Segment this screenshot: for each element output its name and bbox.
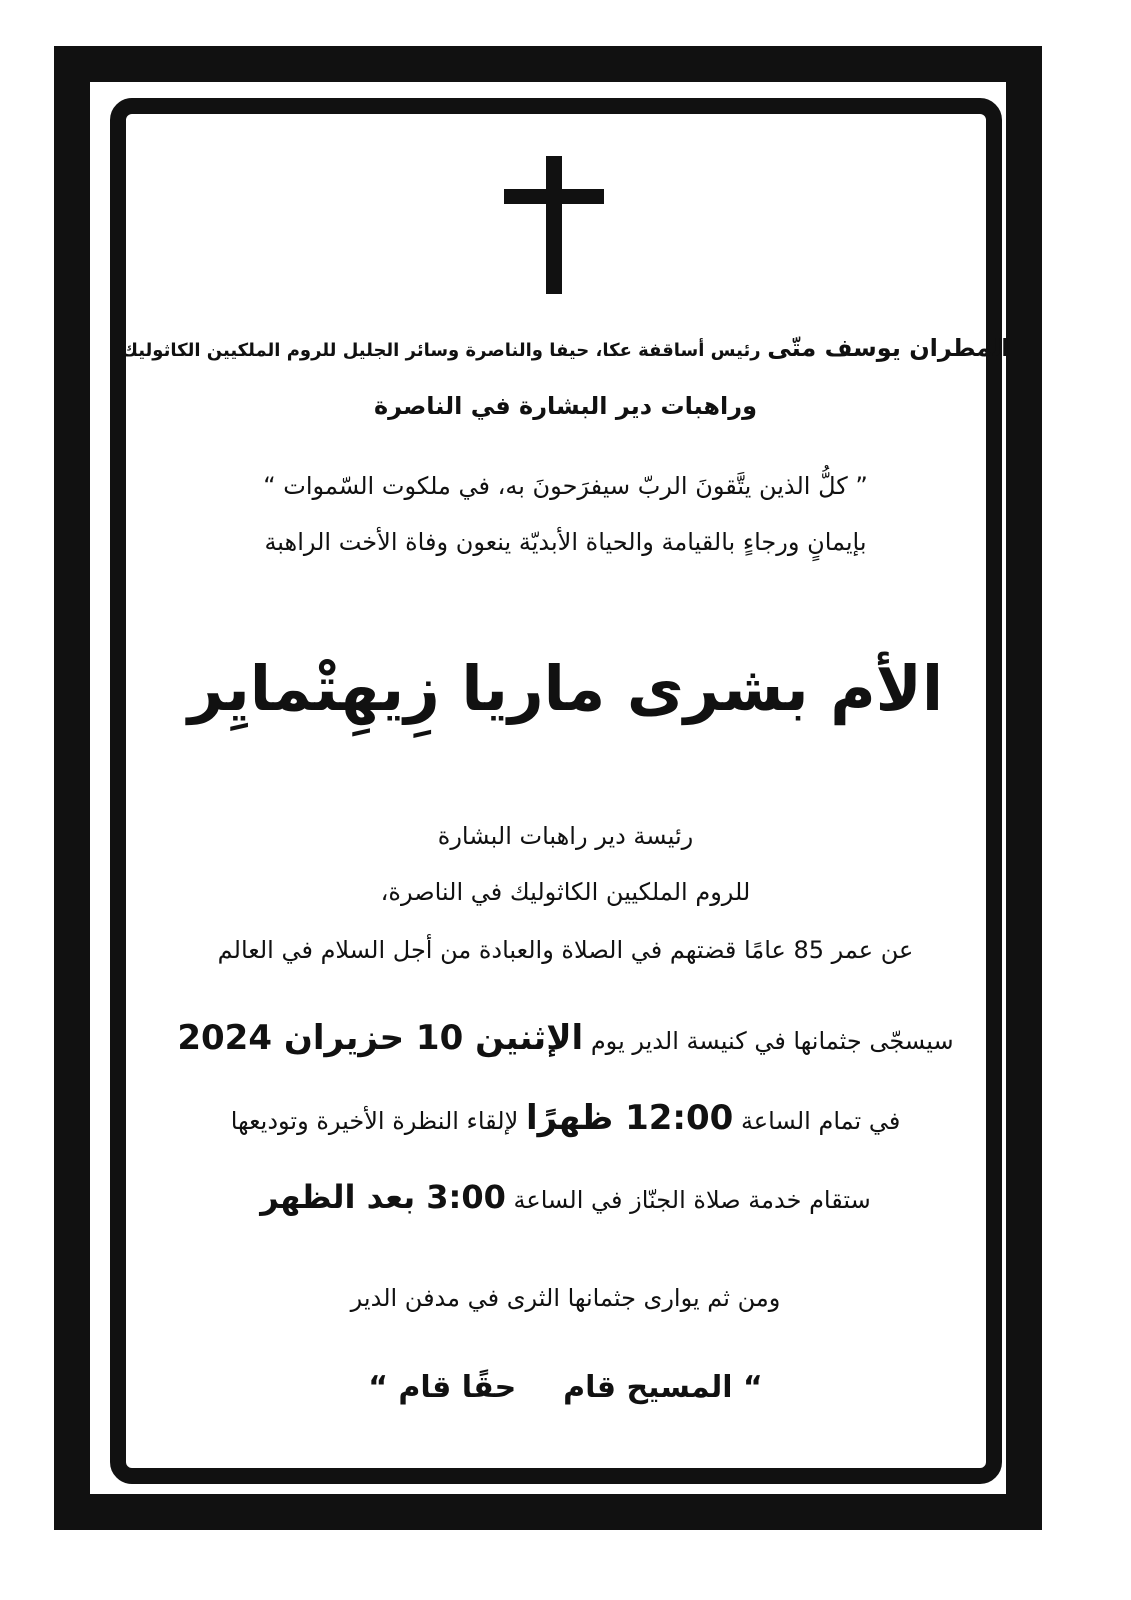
sisters-line: وراهبات دير البشارة في الناصرة xyxy=(374,392,757,420)
service-prefix: ستقام خدمة صلاة الجنّاز في الساعة xyxy=(513,1186,871,1214)
closing-quote-close: “ xyxy=(368,1370,388,1405)
bio-line-3: عن عمر 85 عامًا قضتهم في الصلاة والعبادة من أجل السلام في العالم xyxy=(217,936,914,964)
burial-line: ومن ثم يوارى جثمانها الثرى في مدفن الدير xyxy=(350,1284,781,1312)
lying-prefix: سيسجّى جثمانها في كنيسة الدير يوم xyxy=(590,1027,954,1055)
lying-in-state-line xyxy=(0,1018,1131,1059)
lying-date: الإثنين 10 حزيران 2024 xyxy=(177,1018,584,1058)
closing-quote-open: “ xyxy=(743,1370,763,1405)
deceased-name: الأم بشرى ماريا زِيهِتْمايِر xyxy=(187,652,944,725)
inner-rounded-border xyxy=(110,98,1002,1484)
header-bishop-line xyxy=(0,334,1131,363)
service-time: 3:00 بعد الظهر xyxy=(260,1178,506,1216)
bio-line-1: رئيسة دير راهبات البشارة xyxy=(437,822,694,850)
viewing-time: 12:00 ظهرًا xyxy=(525,1098,734,1138)
closing-part-2: حقًا قام xyxy=(398,1370,517,1405)
viewing-prefix: في تمام الساعة xyxy=(740,1107,901,1135)
bishop-name: المطران يوسف متّى xyxy=(767,334,1010,362)
bishop-title: رئيس أساقفة عكا، حيفا والناصرة وسائر الجليل للروم الملكيين الكاثوليك xyxy=(121,340,761,361)
viewing-suffix: لإلقاء النظرة الأخيرة وتوديعها xyxy=(230,1107,519,1135)
viewing-line xyxy=(0,1098,1131,1139)
announcement-line: بإيمانٍ ورجاءٍ بالقيامة والحياة الأبديّة ينعون وفاة الأخت الراهبة xyxy=(264,528,867,556)
cross-icon xyxy=(0,156,1131,296)
closing-part-1: المسيح قام xyxy=(563,1370,733,1405)
verse-line: ” كلُّ الذين يتَّقونَ الربّ سيفرَحونَ به، في ملكوت السّموات “ xyxy=(263,472,868,500)
bio-line-2: للروم الملكيين الكاثوليك في الناصرة، xyxy=(380,878,751,906)
closing-line xyxy=(0,1370,1131,1406)
service-line xyxy=(0,1178,1131,1216)
